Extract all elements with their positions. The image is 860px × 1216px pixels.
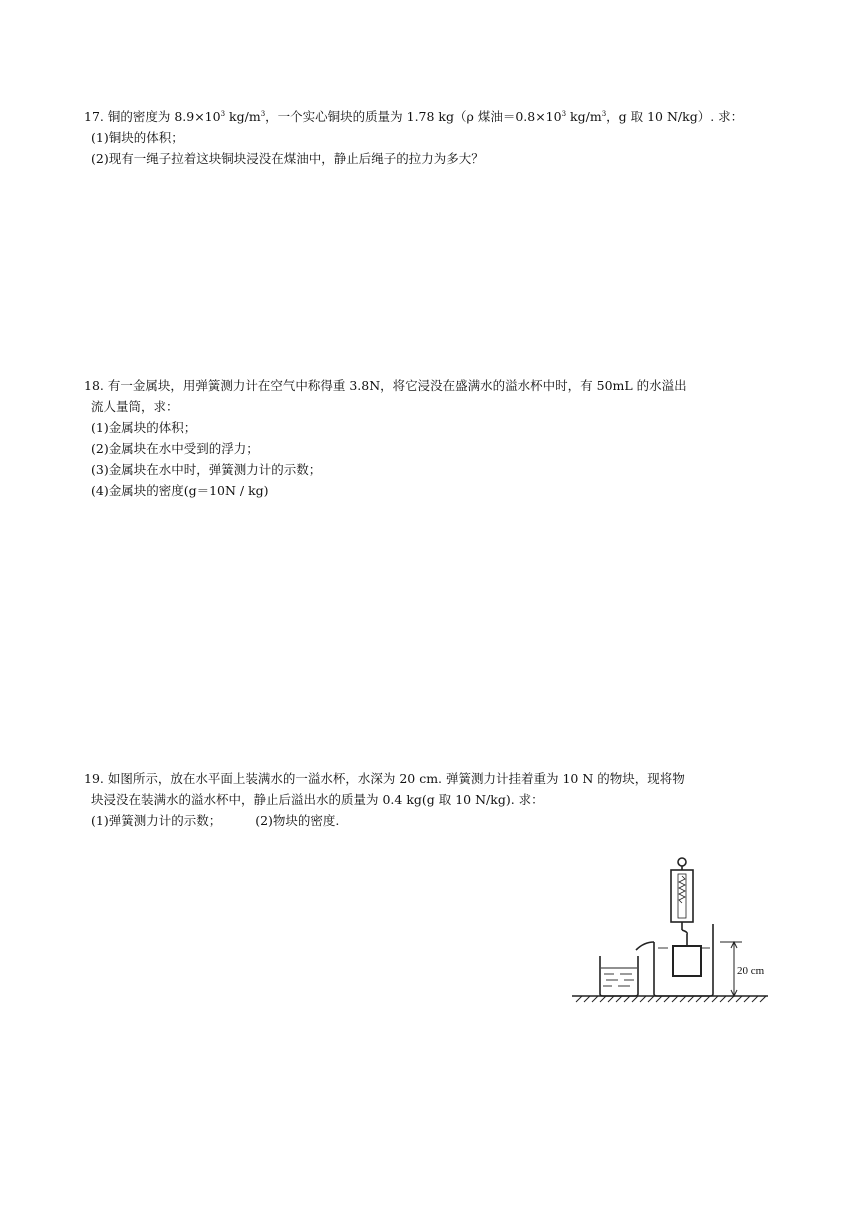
question-17 <box>84 106 784 169</box>
beaker <box>600 956 638 996</box>
question-18-stem-line1: 18. 有一金属块，用弹簧测力计在空气中称得重 3.8N，将它浸没在盛满水的溢水杯中时，有 50mL 的水溢出 <box>84 378 687 393</box>
question-18-part-4: (4)金属块的密度(g＝10N / kg) <box>91 483 269 498</box>
question-19-stem-line1: 19. 如图所示，放在水平面上装满水的一溢水杯，水深为 20 cm. 弹簧测力计挂着重为 10 N 的物块，现将物 <box>84 771 685 786</box>
depth-label: 20 cm <box>737 965 765 977</box>
question-19 <box>84 768 784 831</box>
question-19-parts <box>84 810 784 831</box>
spring <box>679 876 685 903</box>
ground-hatching <box>576 996 766 1002</box>
question-17-part-1: (1)铜块的体积； <box>91 130 184 145</box>
question-18 <box>84 375 784 501</box>
overflow-cup <box>654 924 713 996</box>
scale-ring <box>678 858 686 866</box>
question-18-part-2: (2)金属块在水中受到的浮力； <box>91 441 259 456</box>
question-18-part-3: (3)金属块在水中时，弹簧测力计的示数； <box>91 462 322 477</box>
spring-scale-body <box>671 870 693 922</box>
question-17-part-2: (2)现有一绳子拉着这块铜块浸没在煤油中，静止后绳子的拉力为多大？ <box>91 151 484 166</box>
block <box>673 946 701 976</box>
question-18-stem-line2: 流人量筒，求： <box>91 399 179 414</box>
question-17-stem: 17. 铜的密度为 $8.9\times 10^3$ $kg/m^3$，一个实心铜块的质量为 1.78 kg（ρ 煤油$=0.8\times 10^3$ $kg/m^3$，g 取 10 N/kg）. 求： <box>84 109 744 124</box>
scale-hook <box>682 930 687 934</box>
question-19-part-2: (2)物块的密度. <box>255 813 340 828</box>
question-19-stem-line2: 块浸没在装满水的溢水杯中，静止后溢出水的质量为 0.4 kg(g 取 10 N/kg). 求： <box>91 792 544 807</box>
beaker-water <box>601 968 637 986</box>
question-18-part-1: (1)金属块的体积； <box>91 420 197 435</box>
overflow-cup-figure <box>570 850 770 1010</box>
overflow-spout <box>636 942 654 950</box>
question-19-part-1: (1)弹簧测力计的示数； <box>91 813 222 828</box>
